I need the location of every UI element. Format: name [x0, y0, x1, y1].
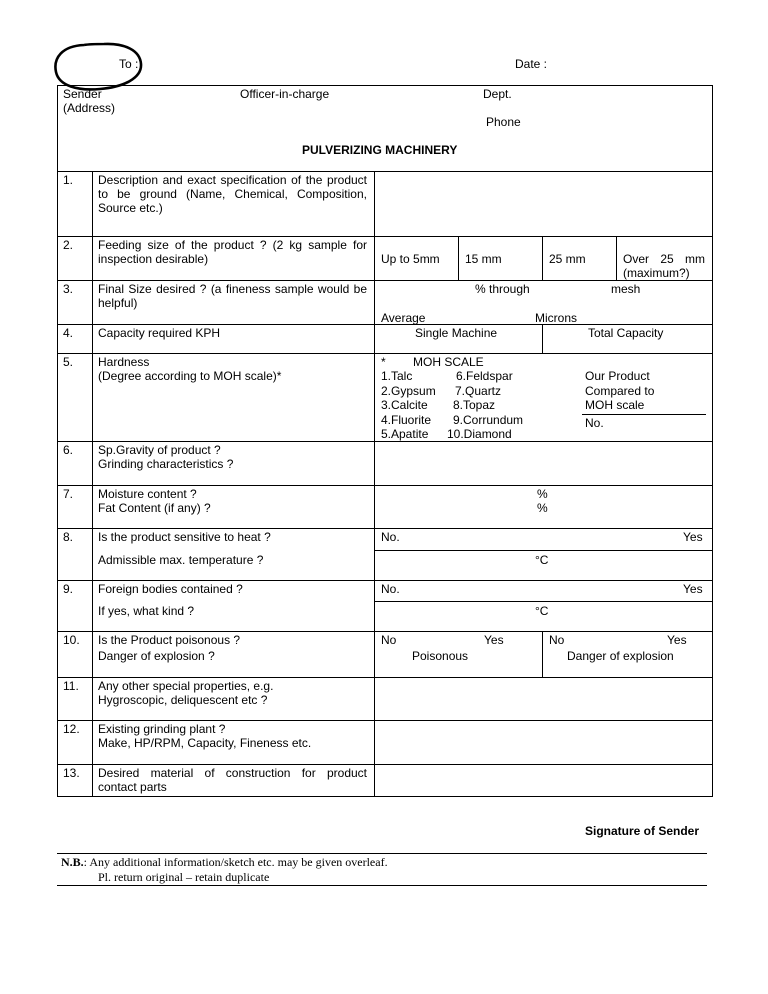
- feed-size-option[interactable]: 15 mm: [465, 252, 502, 266]
- foreign-yes-option[interactable]: Yes: [683, 582, 703, 596]
- answer-field-gravity[interactable]: [376, 443, 710, 484]
- date-label: Date :: [515, 57, 548, 71]
- poison-no-option[interactable]: No: [381, 633, 397, 647]
- row-description: Sp.Gravity of product ?: [98, 443, 221, 457]
- row-description: (Degree according to MOH scale)*: [98, 369, 282, 383]
- our-product-label: Compared to: [585, 384, 655, 398]
- moh-item: 3.Calcite: [381, 398, 428, 412]
- row-description: Desired material of construction for product contact parts: [98, 766, 367, 794]
- percent-label: %: [537, 487, 548, 501]
- answer-field-plant[interactable]: [376, 722, 710, 763]
- address-label: (Address): [63, 101, 116, 115]
- moh-item: 10.Diamond: [447, 427, 512, 441]
- officer-label: Officer-in-charge: [240, 87, 330, 101]
- mesh-label: mesh: [611, 282, 641, 296]
- footnote-line1: [61, 855, 388, 869]
- footnote-text: : Any additional information/sketch etc. may be given overleaf.: [83, 855, 388, 869]
- row-description: Hygroscopic, deliquescent etc ?: [98, 693, 268, 707]
- answer-field-description[interactable]: [376, 173, 710, 235]
- row-description: Moisture content ?: [98, 487, 197, 501]
- asterisk: *: [381, 355, 386, 369]
- row-number: 8.: [63, 530, 74, 544]
- percent-label: %: [537, 501, 548, 515]
- phone-label: Phone: [486, 115, 521, 129]
- moh-item: 4.Fluorite: [381, 413, 432, 427]
- poisonous-label: Poisonous: [412, 649, 469, 663]
- row-description: Hardness: [98, 355, 150, 369]
- row-description: Final Size desired ? (a fineness sample would be helpful): [98, 282, 367, 310]
- foreign-no-option[interactable]: No.: [381, 582, 400, 596]
- row-description: Admissible max. temperature ?: [98, 553, 264, 567]
- row-number: 3.: [63, 282, 74, 296]
- signature-label: Signature of Sender: [585, 824, 700, 838]
- row-description: Fat Content (if any) ?: [98, 501, 211, 515]
- moh-scale-title: MOH SCALE: [413, 355, 484, 369]
- row-description: Is the Product poisonous ?: [98, 633, 241, 647]
- row-description: Danger of explosion ?: [98, 649, 215, 663]
- our-product-label: Our Product: [585, 369, 650, 383]
- explosion-label: Danger of explosion: [567, 649, 674, 663]
- row-number: 7.: [63, 487, 74, 501]
- row-description: Grinding characteristics ?: [98, 457, 234, 471]
- row-description: Any other special properties, e.g.: [98, 679, 274, 693]
- moh-item: 1.Talc: [381, 369, 413, 383]
- poison-yes-option[interactable]: Yes: [484, 633, 504, 647]
- row-number: 12.: [63, 722, 80, 736]
- moh-item: 7.Quartz: [455, 384, 502, 398]
- row-description: Capacity required KPH: [98, 326, 221, 340]
- explosion-no-option[interactable]: No: [549, 633, 565, 647]
- through-label: % through: [475, 282, 530, 296]
- row-number: 11.: [63, 679, 79, 693]
- celsius-label: °C: [535, 604, 549, 618]
- feed-size-option[interactable]: Up to 5mm: [381, 252, 440, 266]
- answer-field-properties[interactable]: [376, 679, 710, 719]
- explosion-yes-option[interactable]: Yes: [667, 633, 687, 647]
- total-capacity-label: Total Capacity: [588, 326, 664, 340]
- row-number: 10.: [63, 633, 80, 647]
- row-description: Feeding size of the product ? (2 kg sample for inspection desirable): [98, 238, 367, 266]
- nb-label: N.B.: [61, 855, 84, 869]
- moh-item: 9.Corrundum: [453, 413, 524, 427]
- form-title: PULVERIZING MACHINERY: [302, 143, 458, 157]
- row-description: Is the product sensitive to heat ?: [98, 530, 271, 544]
- heat-yes-option[interactable]: Yes: [683, 530, 703, 544]
- our-product-label: MOH scale: [585, 398, 645, 412]
- celsius-label: °C: [535, 553, 549, 567]
- row-description: Foreign bodies contained ?: [98, 582, 243, 596]
- row-number: 9.: [63, 582, 74, 596]
- feed-size-option[interactable]: 25 mm: [549, 252, 586, 266]
- row-number: 2.: [63, 238, 74, 252]
- row-description: Description and exact specification of the product to be ground (Name, Chemical, Composition, Source etc.): [98, 173, 367, 215]
- row-number: 6.: [63, 443, 74, 457]
- row-number: 4.: [63, 326, 74, 340]
- microns-label: Microns: [535, 311, 578, 325]
- moh-no-label: No.: [585, 416, 604, 430]
- average-label: Average: [381, 311, 426, 325]
- moh-item: 2.Gypsum: [381, 384, 436, 398]
- moh-item: 5.Apatite: [381, 427, 429, 441]
- moh-item: 6.Feldspar: [456, 369, 513, 383]
- answer-field-material[interactable]: [376, 766, 710, 795]
- heat-no-option[interactable]: No.: [381, 530, 400, 544]
- row-number: 5.: [63, 355, 74, 369]
- footnote-line2: Pl. return original – retain duplicate: [98, 870, 270, 884]
- row-number: 1.: [63, 173, 74, 187]
- sender-label: Sender: [63, 87, 102, 101]
- feed-size-option[interactable]: Over 25 mm (maximum?): [623, 252, 705, 280]
- single-machine-label: Single Machine: [415, 326, 498, 340]
- moh-item: 8.Topaz: [453, 398, 496, 412]
- to-label: To :: [119, 57, 139, 71]
- row-description: If yes, what kind ?: [98, 604, 195, 618]
- row-number: 13.: [63, 766, 80, 780]
- dept-label: Dept.: [483, 87, 512, 101]
- row-description: Existing grinding plant ?: [98, 722, 226, 736]
- row-description: Make, HP/RPM, Capacity, Fineness etc.: [98, 736, 312, 750]
